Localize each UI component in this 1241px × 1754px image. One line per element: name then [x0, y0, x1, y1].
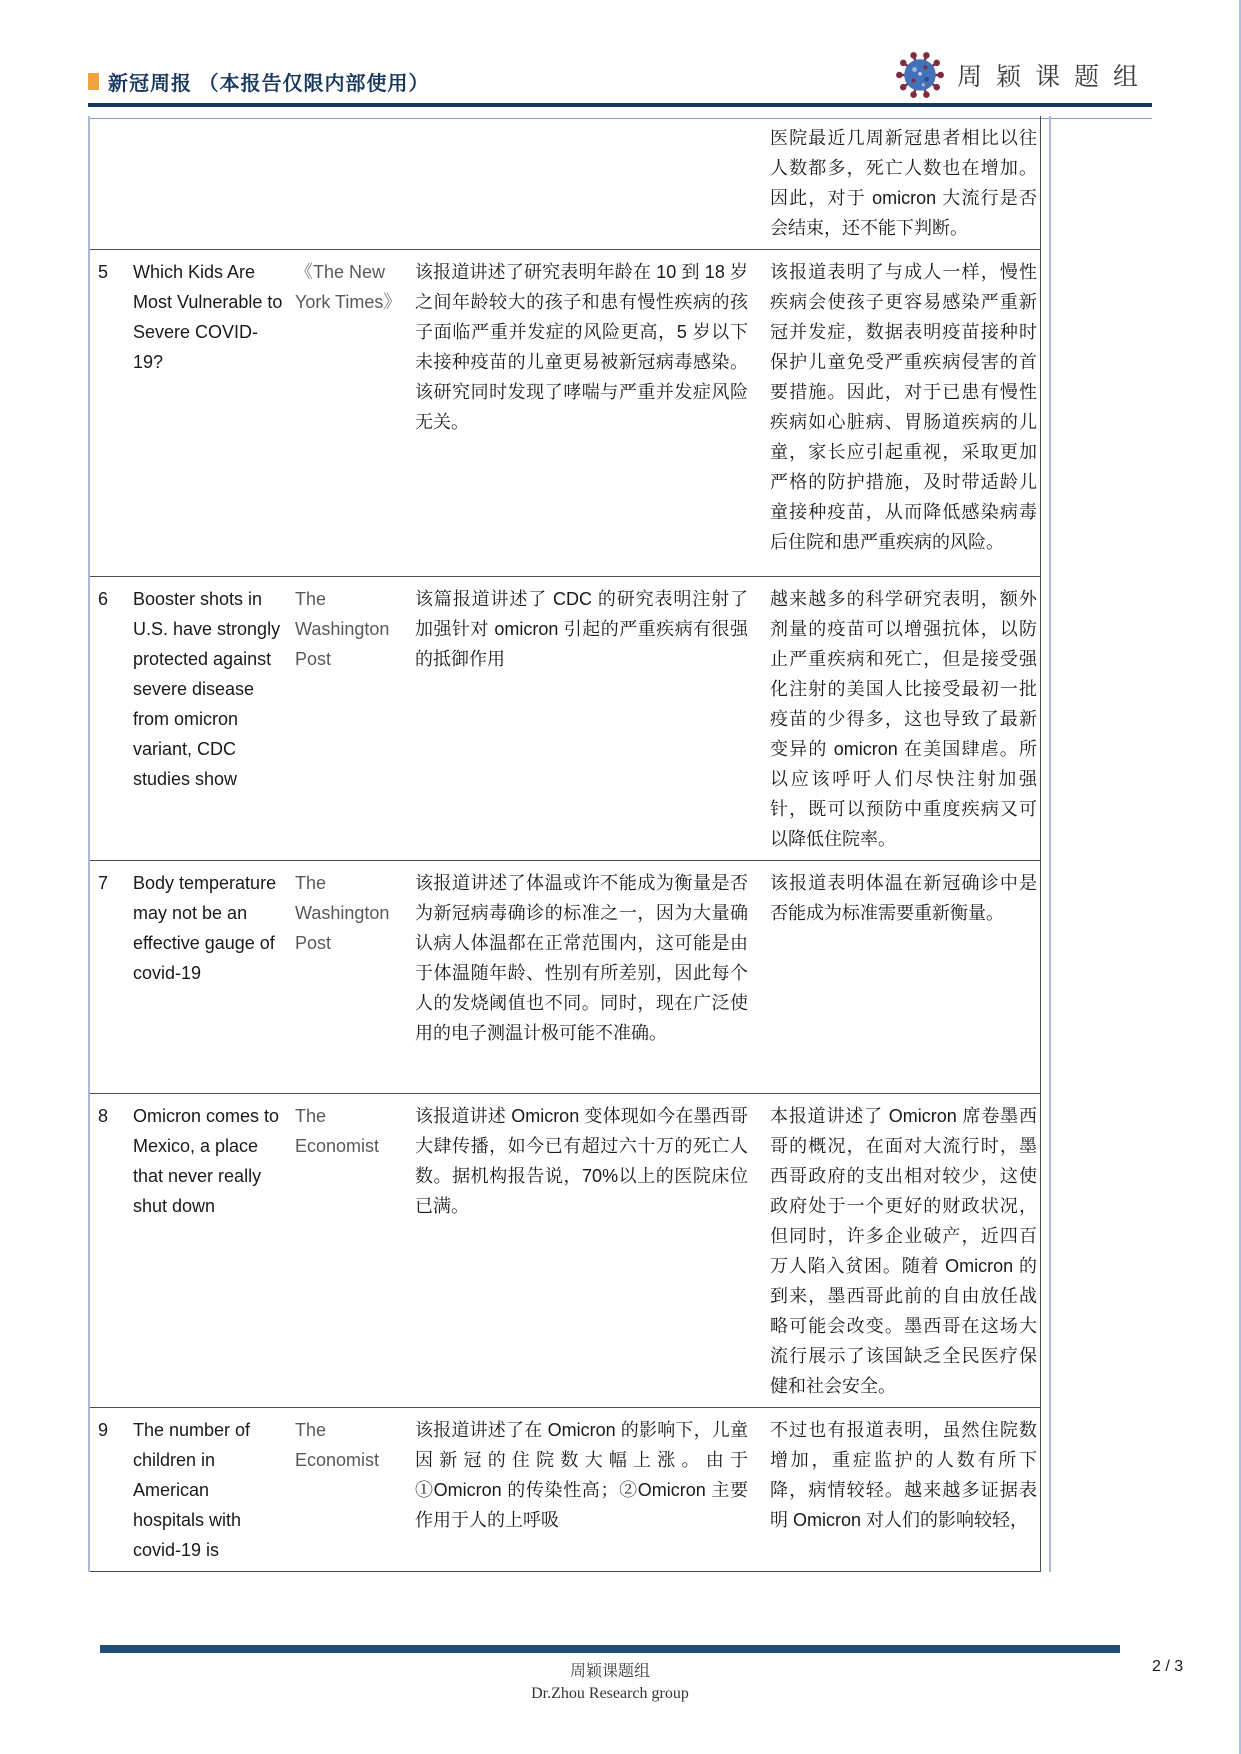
article-summary-cell: 该报道讲述 Omicron 变体现如今在墨西哥大肆传播，如今已有超过六十万的死亡人数。据机构报告说，70%以上的医院床位已满。: [415, 1106, 748, 1216]
virus-icon: [895, 50, 945, 100]
row-number-cell: 6: [98, 589, 109, 609]
article-source-cell: 《The New York Times》: [295, 262, 402, 312]
research-group-logo: [895, 50, 1152, 103]
article-source-cell: The Washington Post: [295, 589, 390, 669]
table-row-9: [90, 1408, 1040, 1572]
article-source-cell: The Economist: [295, 1106, 380, 1156]
article-comment-cell: 本报道讲述了 Omicron 席卷墨西哥的概况，在面对大流行时，墨西哥政府的支出相对较少，这使政府处于一个更好的财政状况，但同时，许多企业破产，近四百万人陷入贫困。随着 Omicron 的到来，墨西哥此前的自由放任战略可能会改变。墨西哥在这场大流行展示了该国缺乏全民医疗保健和社会安全。: [770, 1106, 1037, 1396]
article-comment-cell: 不过也有报道表明，虽然住院数增加，重症监护的人数有所下降，病情较轻。越来越多证据表明 Omicron 对人们的影响较轻，: [770, 1420, 1037, 1530]
article-comment-cell: 该报道表明了与成人一样，慢性疾病会使孩子更容易感染严重新冠并发症，数据表明疫苗接种时保护儿童免受严重疾病侵害的首要措施。因此，对于已患有慢性疾病如心脏病、胃肠道疾病的儿童，家长应引起重视，采取更加严格的防护措施，及时带适龄儿童接种疫苗，从而降低感染病毒后住院和患严重疾病的风险。: [770, 262, 1037, 552]
article-title-cell: Which Kids Are Most Vulnerable to Severe COVID-19?: [133, 262, 283, 372]
header-title-block: [88, 67, 430, 103]
article-summary-cell: 该报道讲述了在 Omicron 的影响下，儿童因新冠的住院数大幅上涨。由于①Omicron 的传染性高；②Omicron 主要作用于人的上呼吸: [415, 1420, 748, 1530]
article-source-cell: The Washington Post: [295, 873, 390, 953]
article-summary-cell: [415, 116, 752, 129]
research-group-name: 周颖课题组: [956, 63, 1152, 91]
table-inner: [90, 116, 1041, 1572]
article-summary-cell: 该篇报道讲述了 CDC 的研究表明注射了加强针对 omicron 引起的严重疾病有很强的抵御作用: [415, 589, 748, 669]
document-title: 新冠周报 （本报告仅限内部使用）: [108, 73, 430, 95]
article-comment-cell: 该报道表明体温在新冠确诊中是否能成为标准需要重新衡量。: [770, 873, 1037, 923]
header-row: [88, 50, 1152, 103]
row-number-cell: 5: [98, 262, 109, 282]
row-number-cell: 7: [98, 873, 109, 893]
table-row-carryover: [90, 116, 1040, 250]
article-title-cell: [133, 116, 295, 129]
table-row-8: [90, 1094, 1040, 1408]
page-footer: [100, 1645, 1120, 1704]
article-title-cell: Omicron comes to Mexico, a place that never really shut down: [133, 1106, 280, 1216]
footer-rule-bar: [100, 1645, 1120, 1653]
footer-group-name-en: Dr.Zhou Research group: [531, 1685, 689, 1702]
article-source-cell: [295, 116, 415, 129]
news-articles-table: [88, 116, 1051, 1572]
table-row-6: [90, 577, 1040, 861]
article-title-cell: The number of children in American hospitals with covid-19 is: [133, 1420, 251, 1560]
article-summary-cell: 该报道讲述了体温或许不能成为衡量是否为新冠病毒确诊的标准之一，因为大量确认病人体温都在正常范围内，这可能是由于体温随年龄、性别有所差别，因此每个人的发烧阈值也不同。同时，现在广泛使用的电子测温计极可能不准确。: [415, 873, 748, 1043]
table-row-7: [90, 861, 1040, 1094]
row-number-cell: 8: [98, 1106, 109, 1126]
page-number: 2 / 3: [1152, 1658, 1184, 1675]
article-comment-cell: 医院最近几周新冠患者相比以往人数都多，死亡人数也在增加。因此，对于 omicron 大流行是否会结束，还不能下判断。: [770, 128, 1037, 238]
article-title-cell: Booster shots in U.S. have strongly protected against severe disease from omicron variant, CDC studies show: [133, 589, 281, 789]
table-row-5: [90, 250, 1040, 577]
article-summary-cell: 该报道讲述了研究表明年龄在 10 到 18 岁之间年龄较大的孩子和患有慢性疾病的孩子面临严重并发症的风险更高，5 岁以下未接种疫苗的儿童更易被新冠病毒感染。该研究同时发现了哮喘与严重并发症风险无关。: [415, 262, 748, 432]
article-source-cell: The Economist: [295, 1420, 380, 1470]
row-number-cell: 9: [98, 1420, 109, 1440]
title-accent-square: [88, 73, 99, 90]
page-header: [88, 50, 1152, 119]
row-number-cell: [90, 116, 133, 129]
footer-group-name-cn: 周颖课题组: [569, 1663, 650, 1680]
article-title-cell: Body temperature may not be an effective gauge of covid-19: [133, 873, 277, 983]
article-comment-cell: 越来越多的科学研究表明，额外剂量的疫苗可以增强抗体，以防止严重疾病和死亡，但是接受强化注射的美国人比接受最初一批疫苗的少得多，这也导致了最新变异的 omicron 在美国肆虐。所以应该呼吁人们尽快注射加强针，既可以预防中重度疾病又可以降低住院率。: [770, 589, 1037, 849]
header-rule-thick: [88, 103, 1152, 107]
